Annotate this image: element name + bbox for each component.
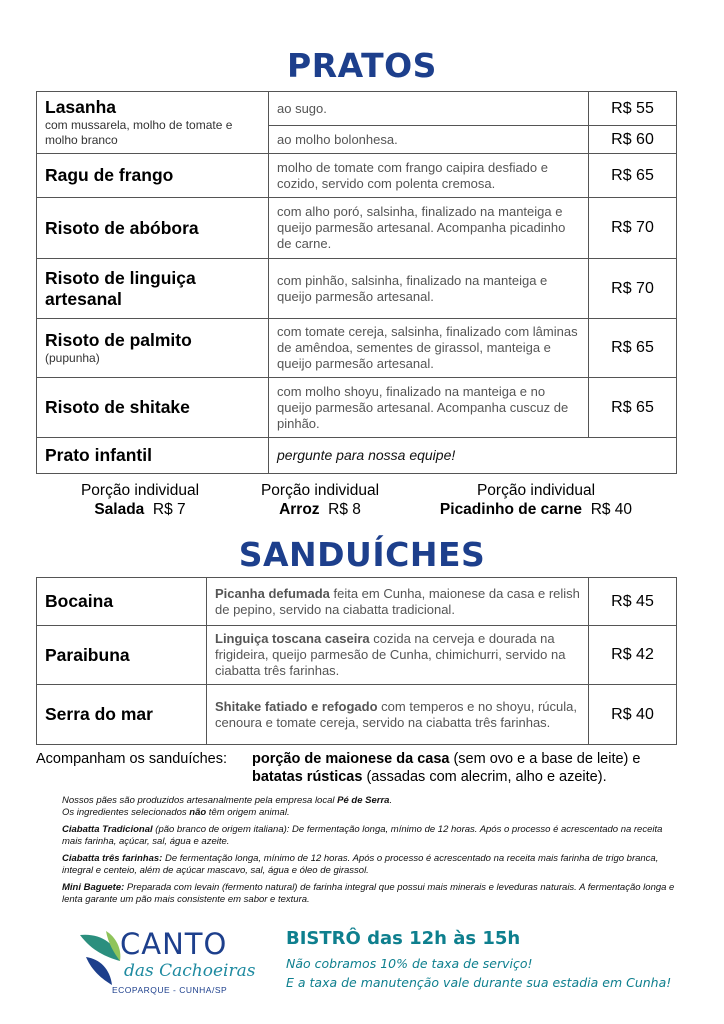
dish-name: Lasanha xyxy=(45,97,116,117)
dish-description xyxy=(207,685,589,745)
dish-name: Risoto de shitake xyxy=(45,397,190,417)
dish-name: Risoto de palmito xyxy=(45,330,192,350)
dish-price: R$ 70 xyxy=(589,259,677,319)
note-text: . xyxy=(389,795,393,806)
acomp-text-2: (assadas com alecrim, alho e azeite). xyxy=(362,769,607,785)
note-text: (pão branco de origem italiana): De fermentação longa, mínimo de 12 horas. Após o processo é acrescentado na receita mais farinha, açúcar, sal, água e azeite. xyxy=(62,824,663,847)
note-bold: Mini Baguete: xyxy=(62,882,125,893)
dish-cell xyxy=(37,438,269,474)
pratos-table xyxy=(36,91,677,474)
dish-cell xyxy=(37,198,269,259)
table-row xyxy=(37,198,677,259)
dish-cell xyxy=(37,154,269,198)
desc-text: cozida na cerveja e dourada na frigideira, queijo parmesão de Cunha, chimichurri, servido na ciabatta três farinhas. xyxy=(215,631,566,678)
dish-price: R$ 45 xyxy=(589,578,677,626)
dish-subtitle: com mussarela, molho de tomate e molho branco xyxy=(45,118,233,147)
porcao-price: R$ 8 xyxy=(328,501,361,518)
dish-description: com pinhão, salsinha, finalizado na manteiga e queijo parmesão artesanal. xyxy=(269,259,589,319)
dish-name: Serra do mar xyxy=(45,704,153,724)
dish-name: Risoto de linguiça artesanal xyxy=(45,267,196,309)
dish-cell xyxy=(37,259,269,319)
bread-notes xyxy=(62,795,682,911)
dish-description: molho de tomate com frango caipira desfiado e cozido, servido com polenta cremosa. xyxy=(269,154,589,198)
note-bold: Pé de Serra xyxy=(337,795,390,806)
porcao-arroz xyxy=(240,481,400,519)
logo-wordmark: CANTO xyxy=(120,927,228,961)
dish-description: com alho poró, salsinha, finalizado na manteiga e queijo parmesão artesanal. Acompanha picadinho de carne. xyxy=(269,198,589,259)
canto-logo xyxy=(78,925,258,1000)
dish-name: Paraibuna xyxy=(45,644,130,665)
service-fee-note: Não cobramos 10% de taxa de serviço! xyxy=(286,956,533,971)
dish-price: R$ 42 xyxy=(589,626,677,685)
note-paragraph xyxy=(62,853,682,877)
dish-price: R$ 70 xyxy=(589,198,677,259)
note-bold: não xyxy=(189,807,207,818)
table-row xyxy=(37,685,677,745)
porcao-label: Porção individual xyxy=(476,482,596,499)
dish-description xyxy=(207,626,589,685)
dish-cell xyxy=(37,578,207,626)
porcao-name: Picadinho de carne xyxy=(439,501,583,518)
table-row xyxy=(37,92,677,126)
dish-name: Ragu de frango xyxy=(45,165,174,185)
acomp-text-1: (sem ovo e a base de leite) e xyxy=(449,751,641,767)
bistro-hours: BISTRÔ das 12h às 15h xyxy=(286,928,521,949)
porcoes-row xyxy=(0,481,724,519)
acompanhamentos-label: Acompanham os sanduíches: xyxy=(36,751,228,767)
table-row xyxy=(37,578,677,626)
acomp-bold-1: porção de maionese da casa xyxy=(252,751,450,767)
note-bold: Ciabatta três farinhas: xyxy=(62,853,163,864)
dish-price: R$ 55 xyxy=(589,92,677,126)
dish-cell xyxy=(37,685,207,745)
note-bold: Ciabatta Tradicional xyxy=(62,824,153,835)
porcao-salada xyxy=(50,481,230,519)
note-text: De fermentação longa, mínimo de 12 horas. Após o processo é acrescentado na receita mais farinha de trigo branca, integral e centeio, além de açúcar mascavo, sal, água e óleo de girassol. xyxy=(62,853,659,876)
dish-description: ao molho bolonhesa. xyxy=(269,126,589,154)
note-text: Nossos pães são produzidos artesanalmente pela empresa local xyxy=(62,795,338,806)
table-row xyxy=(37,438,677,474)
table-row xyxy=(37,259,677,319)
dish-subtitle: (pupunha) xyxy=(45,351,100,365)
dish-description xyxy=(207,578,589,626)
table-row xyxy=(37,319,677,378)
kids-note: pergunte para nossa equipe! xyxy=(277,447,456,463)
desc-text: com temperos e no shoyu, rúcula, cenoura e tomate cereja, servido na ciabatta três farinhas. xyxy=(215,698,577,730)
dish-cell xyxy=(37,319,269,378)
dish-cell xyxy=(37,378,269,438)
dish-price: R$ 60 xyxy=(589,126,677,154)
desc-highlight: Picanha defumada xyxy=(215,585,330,601)
porcao-label: Porção individual xyxy=(260,482,380,499)
note-text: Os ingredientes selecionados xyxy=(62,807,190,818)
logo-subtitle: das Cachoeiras xyxy=(124,961,256,981)
dish-name: Prato infantil xyxy=(45,445,152,465)
dish-price: R$ 40 xyxy=(589,685,677,745)
note-paragraph xyxy=(62,824,682,848)
dish-name: Bocaina xyxy=(45,591,114,611)
dish-price: R$ 65 xyxy=(589,378,677,438)
dish-price: R$ 65 xyxy=(589,154,677,198)
desc-text: feita em Cunha, maionese da casa e relish de pepino, servido na ciabatta tradicional. xyxy=(215,585,580,617)
pratos-title: PRATOS xyxy=(287,46,437,85)
dish-description: ao sugo. xyxy=(269,92,589,126)
porcao-name: Salada xyxy=(94,501,145,518)
dish-price: R$ 65 xyxy=(589,319,677,378)
note-paragraph xyxy=(62,795,682,819)
acomp-bold-2: batatas rústicas xyxy=(252,769,363,785)
acompanhamentos-text xyxy=(252,750,672,786)
porcao-label: Porção individual xyxy=(80,482,200,499)
logo-location: ECOPARQUE - CUNHA/SP xyxy=(112,985,228,995)
dish-name: Risoto de abóbora xyxy=(45,217,199,238)
dish-cell xyxy=(37,92,269,154)
dish-description: com tomate cereja, salsinha, finalizado com lâminas de amêndoa, sementes de girassol, manteiga e queijo parmesão artesanal. xyxy=(269,319,589,378)
dish-description xyxy=(269,438,677,474)
bistro-info xyxy=(286,928,706,992)
desc-highlight: Shitake fatiado e refogado xyxy=(215,698,378,714)
porcao-price: R$ 40 xyxy=(590,501,633,518)
note-paragraph xyxy=(62,882,682,906)
table-row xyxy=(37,378,677,438)
note-text: Preparada com levain (fermento natural) de farinha integral que possui mais minerais e leveduras naturais. A fermentação longa e lenta garante um pão mais consistente em sabor e textura. xyxy=(62,882,675,905)
porcao-price: R$ 7 xyxy=(152,501,186,518)
desc-highlight: Linguiça toscana caseira xyxy=(215,631,370,646)
porcao-picadinho xyxy=(416,481,656,519)
maintenance-fee-note: E a taxa de manutenção vale durante sua estadia em Cunha! xyxy=(286,975,672,990)
note-text: têm origem animal. xyxy=(206,807,290,818)
dish-cell xyxy=(37,626,207,685)
porcao-name: Arroz xyxy=(279,501,320,518)
sanduiches-title: SANDUÍCHES xyxy=(238,535,486,574)
dish-description: com molho shoyu, finalizado na manteiga e no queijo parmesão artesanal. Acompanha cuscuz de pinhão. xyxy=(269,378,589,438)
table-row xyxy=(37,626,677,685)
sanduiches-table xyxy=(36,577,677,745)
table-row xyxy=(37,154,677,198)
